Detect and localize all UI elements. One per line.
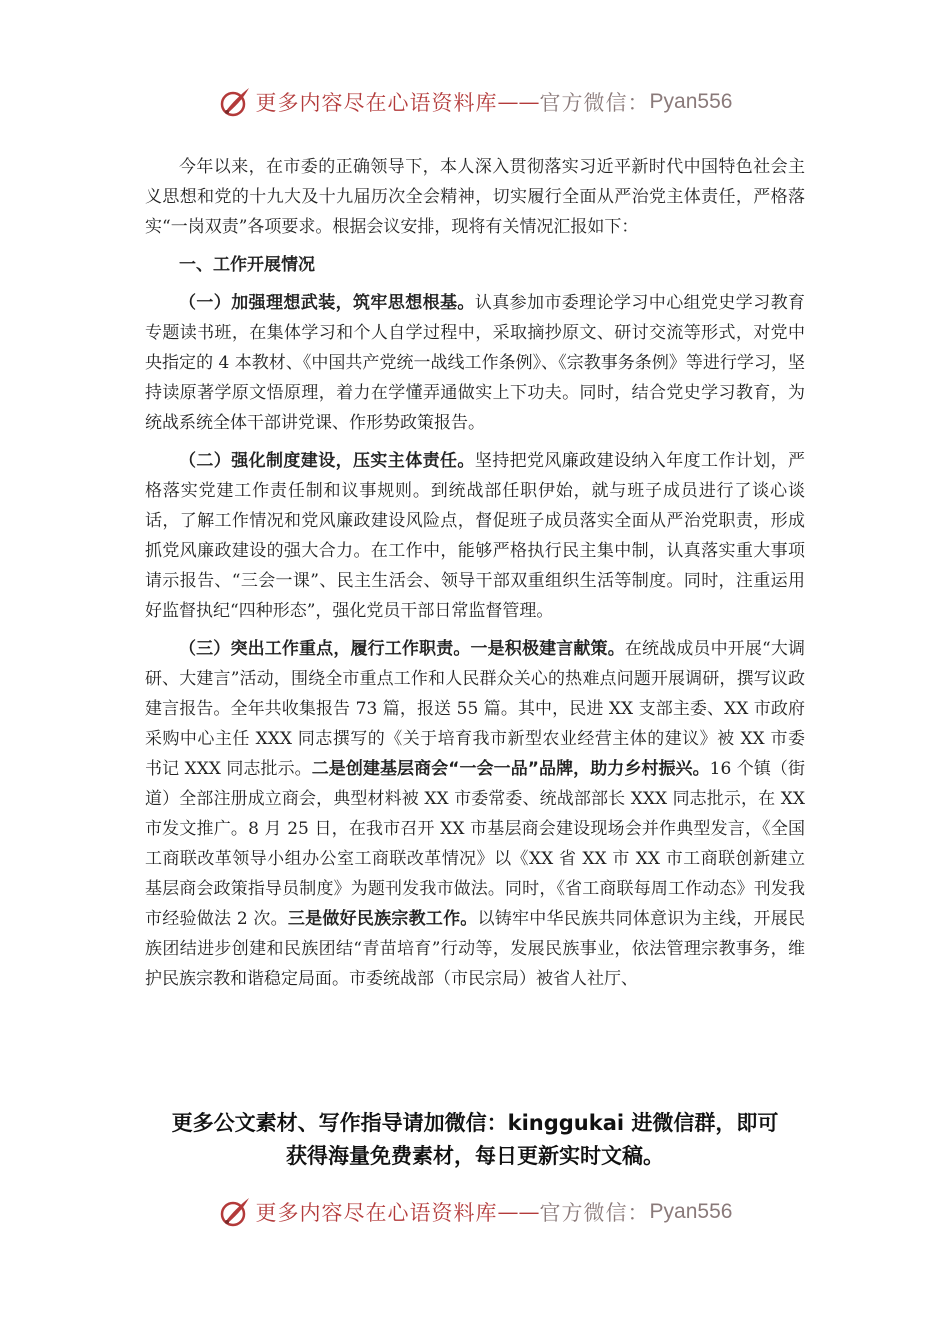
paragraph-lead: （一）加强理想武装，筑牢思想根基。 xyxy=(179,293,475,313)
paragraph-duties xyxy=(145,634,805,994)
promo-line-1: 更多公文素材、写作指导请加微信：kinggukai 进微信群，即可 xyxy=(171,1111,779,1135)
watermark-brand: 更多内容尽在心语资料库 xyxy=(255,1201,498,1225)
watermark-label: 官方微信： xyxy=(539,91,650,115)
footer-watermark xyxy=(0,1190,950,1234)
subpoint-lead: 一是积极建言献策。 xyxy=(470,639,625,659)
watermark-label: 官方微信： xyxy=(539,1201,650,1225)
promo-line-2: 获得海量免费素材，每日更新实时文稿。 xyxy=(286,1144,664,1168)
subpoint-text: 以铸牢中华民族共同体意识为主线，开展民族团结进步创建和民族团结“青苗培育”行动等，发展民族事业，依法管理宗教事务，维护民族宗教和谐稳定局面。市委统战部（市民宗局）被省人社厅、 xyxy=(145,909,806,989)
watermark-separator: —— xyxy=(497,1200,540,1224)
subpoint-lead: 三是做好民族宗教工作。 xyxy=(287,909,478,929)
quill-ink-icon xyxy=(218,85,252,119)
subpoint-lead: 二是创建基层商会“一会一品”品牌，助力乡村振兴。 xyxy=(311,759,710,779)
watermark-wechat-id: Pyan556 xyxy=(649,90,733,113)
watermark-separator: —— xyxy=(497,90,540,114)
header-watermark xyxy=(0,80,950,124)
promo-banner xyxy=(100,1107,850,1173)
quill-ink-icon xyxy=(218,1195,252,1229)
intro-paragraph: 今年以来，在市委的正确领导下，本人深入贯彻落实习近平新时代中国特色社会主义思想和党的十九大及十九届历次全会精神，切实履行全面从严治党主体责任，严格落实“一岗双责”各项要求。根据会议安排，现将有关情况汇报如下： xyxy=(145,157,805,237)
subpoint-text: 16 个镇（街道）全部注册成立商会，典型材料被 XX 市委常委、统战部部长 XXX 同志批示，在 XX 市发文推广。8 月 25 日，在我市召开 XX 市基层商会建设现场会并作典型发言，《全国工商联改革领导小组办公室工商联改革情况》以《XX 省 XX 市 XX 市工商联创新建立基层商会政策指导员制度》为题刊发我市做法。同时，《省工商联每周工作动态》刊发我市经验做法 2 次。 xyxy=(145,759,805,929)
paragraph-text: 坚持把党风廉政建设纳入年度工作计划，严格落实党建工作责任制和议事规则。到统战部任职伊始，就与班子成员进行了谈心谈话，了解工作情况和党风廉政建设风险点，督促班子成员落实全面从严治党职责，形成抓党风廉政建设的强大合力。在工作中，能够严格执行民主集中制，认真落实重大事项请示报告、“三会一课”、民主生活会、领导干部双重组织生活等制度。同时，注重运用好监督执纪“四种形态”，强化党员干部日常监督管理。 xyxy=(145,451,806,621)
paragraph-lead: （二）强化制度建设，压实主体责任。 xyxy=(179,451,475,471)
watermark-brand: 更多内容尽在心语资料库 xyxy=(255,91,498,115)
subpoint-text: 在统战成员中开展“大调研、大建言”活动，围绕全市重点工作和人民群众关心的热难点问题开展调研，撰写议政建言报告。全年共收集报告 73 篇，报送 55 篇。其中，民进 XX 支部主委、XX 市政府采购中心主任 XXX 同志撰写的《关于培育我市新型农业经营主体的建议》被 XX 市委书记 XXX 同志批示。 xyxy=(145,639,806,779)
paragraph-system xyxy=(145,446,805,626)
document-body xyxy=(145,152,805,1002)
section-heading: 一、工作开展情况 xyxy=(179,255,315,275)
watermark-wechat-id: Pyan556 xyxy=(649,1200,733,1223)
paragraph-lead: （三）突出工作重点，履行工作职责。 xyxy=(179,639,471,659)
paragraph-text: 认真参加市委理论学习中心组党史学习教育专题读书班，在集体学习和个人自学过程中，采取摘抄原文、研讨交流等形式，对党中央指定的 4 本教材、《中国共产党统一战线工作条例》、《宗教事务条例》等进行学习，坚持读原著学原文悟原理，着力在学懂弄通做实上下功夫。同时，结合党史学习教育，为统战系统全体干部讲党课、作形势政策报告。 xyxy=(145,293,806,433)
paragraph-ideology xyxy=(145,288,805,438)
